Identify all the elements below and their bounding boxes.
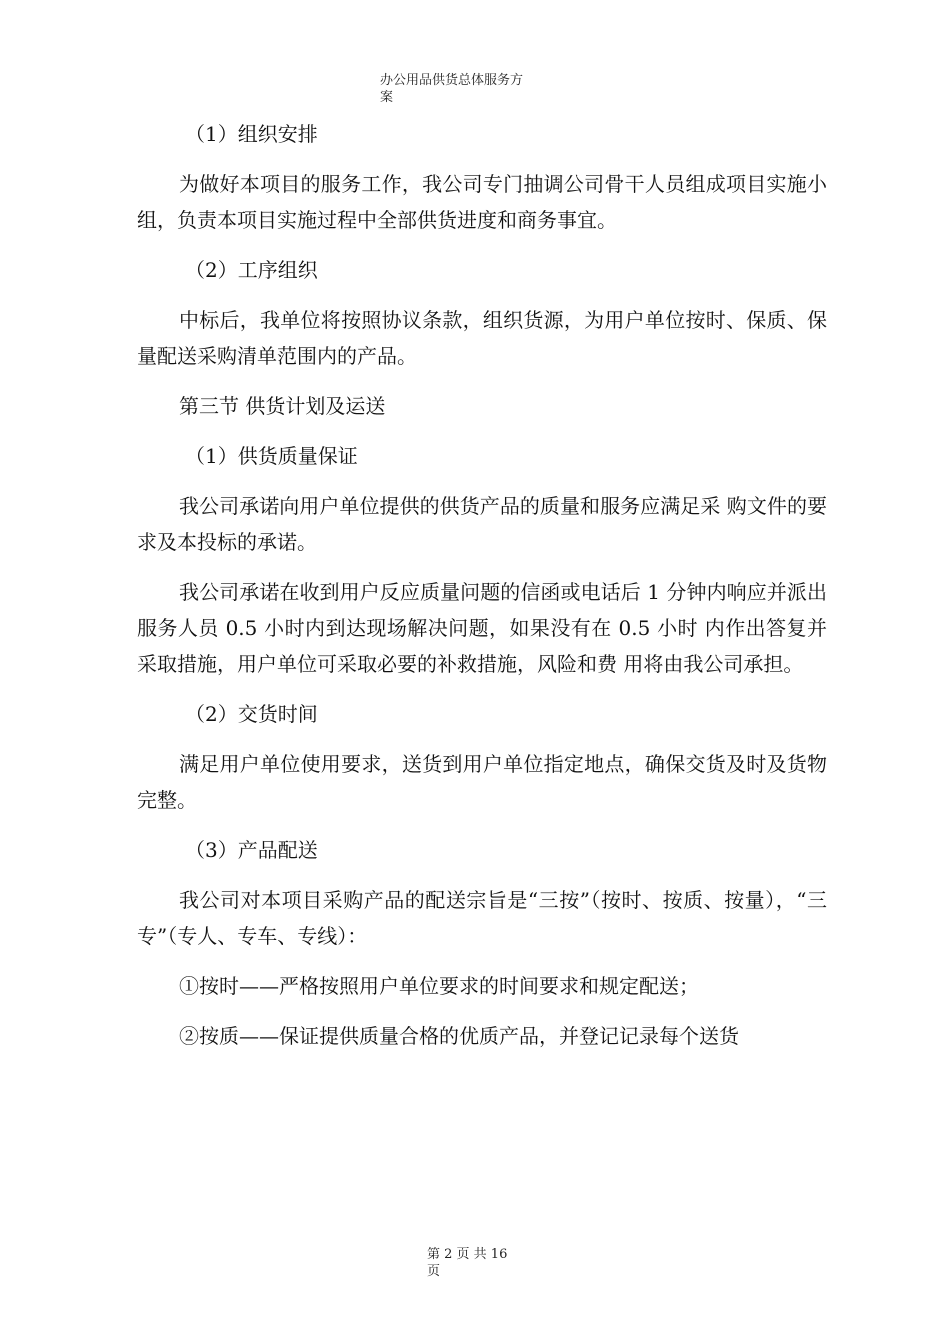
heading-process: （2）工序组织 [185,258,318,282]
page-number-line1: 第 2 页 共 16 [427,1247,508,1262]
heading-delivery-time: （2）交货时间 [185,702,318,726]
paragraph-quality-2: 我公司承诺在收到用户反应质量问题的信函或电话后 1 分钟内响应并派出服务人员 0.5 小时内到达现场解决问题，如果没有在 0.5 小时 内作出答复并采取措施，用户单位可采取必要的补救措施，风险和费 用将由我公司承担。 [137,580,827,676]
paragraph-distribution: 我公司对本项目采购产品的配送宗旨是“三按”（按时、按质、按量），“三专”（专人、专车、专线）： [137,888,827,948]
page-number-line2: 页 [427,1264,441,1279]
list-item-quality: ②按质——保证提供质量合格的优质产品，并登记记录每个送货 [179,1024,739,1048]
heading-quality: （1）供货质量保证 [185,444,358,468]
page-footer [427,1246,547,1280]
document-body [137,116,827,1068]
paragraph-process: 中标后，我单位将按照协议条款，组织货源，为用户单位按时、保质、保量配送采购清单范围内的产品。 [137,308,827,368]
paragraph-organization: 为做好本项目的服务工作，我公司专门抽调公司骨干人员组成项目实施小组，负责本项目实施过程中全部供货进度和商务事宜。 [137,172,827,232]
paragraph-quality-1: 我公司承诺向用户单位提供的供货产品的质量和服务应满足采 购文件的要求及本投标的承诺。 [137,494,827,554]
list-item-on-time: ①按时——严格按照用户单位要求的时间要求和规定配送； [179,974,699,998]
heading-organization: （1）组织安排 [185,122,318,146]
header-title-line2: 案 [380,90,394,105]
page-header [380,72,550,106]
header-title-line1: 办公用品供货总体服务方 [380,73,524,88]
section-title: 第三节 供货计划及运送 [179,394,386,418]
heading-distribution: （3）产品配送 [185,838,318,862]
paragraph-delivery-time: 满足用户单位使用要求，送货到用户单位指定地点，确保交货及时及货物完整。 [137,752,827,812]
